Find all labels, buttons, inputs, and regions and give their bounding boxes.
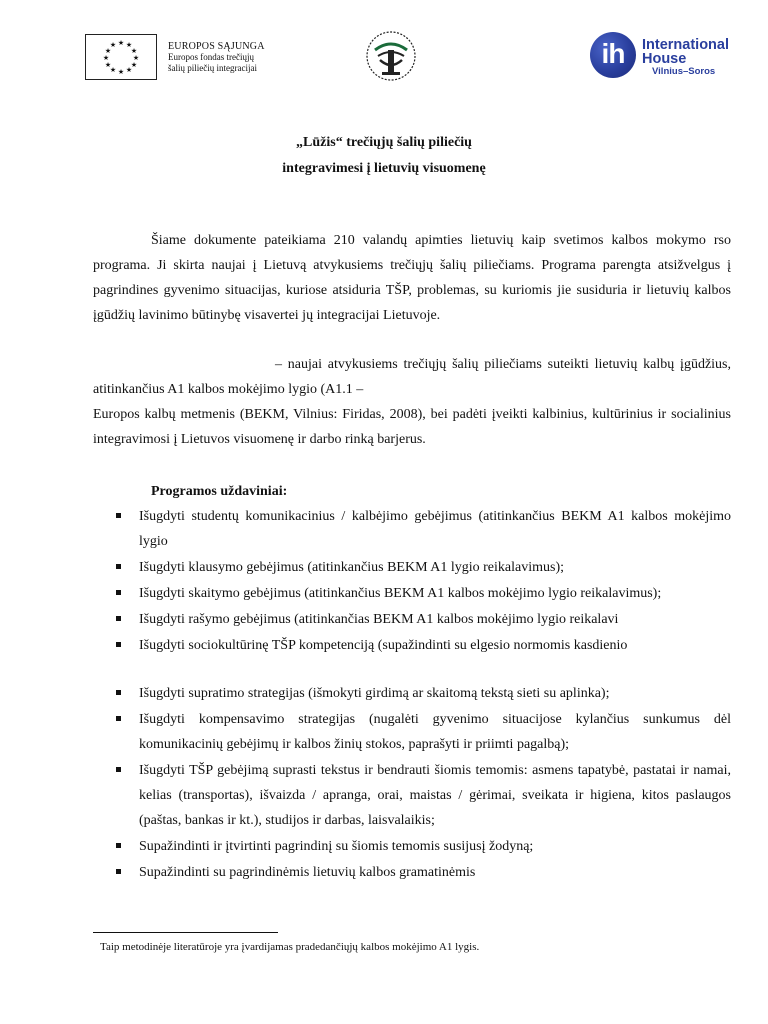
list-item bbox=[112, 860, 731, 885]
eu-line-3: šalių piliečių integracijai bbox=[168, 63, 257, 73]
svg-text:★: ★ bbox=[117, 39, 125, 47]
organization-emblem-icon bbox=[360, 30, 422, 82]
eu-line-2: Europos fondas trečiųjų bbox=[168, 52, 254, 62]
list-item bbox=[112, 607, 731, 632]
goal-line-1: – naujai atvykusiems trečiųjų šalių piliečiams suteikti lietuvių kalbų įgūdžius, atitinkančius A1 kalbos mokėjimo lygio (A1.1 – bbox=[93, 357, 731, 397]
page-header bbox=[0, 0, 768, 100]
document-title bbox=[0, 130, 768, 182]
svg-text:★: ★ bbox=[109, 41, 117, 49]
task-text: Išugdyti supratimo strategijas (išmokyti girdimą ar skaitomą tekstą sieti su aplinka); bbox=[139, 686, 610, 701]
footnote-divider bbox=[93, 932, 278, 933]
list-item bbox=[112, 555, 731, 580]
list-item bbox=[112, 758, 731, 833]
bullet-icon bbox=[116, 767, 121, 772]
task-text: Išugdyti klausymo gebėjimus (atitinkančius BEKM A1 lygio reikalavimus); bbox=[139, 560, 565, 575]
ih-subtitle: Vilnius–Soros bbox=[652, 66, 716, 77]
bullet-icon bbox=[116, 616, 121, 621]
ih-name bbox=[642, 38, 729, 66]
tasks-list bbox=[112, 504, 731, 886]
list-item bbox=[112, 581, 731, 606]
list-item bbox=[112, 834, 731, 859]
ih-mark-icon: ih bbox=[590, 32, 636, 78]
ih-name-line-2: House bbox=[642, 51, 687, 67]
bullet-icon bbox=[116, 564, 121, 569]
list-item bbox=[112, 633, 731, 658]
bullet-icon bbox=[116, 690, 121, 695]
bullet-icon bbox=[116, 513, 121, 518]
eu-fund-label bbox=[168, 41, 265, 74]
bullet-icon bbox=[116, 716, 121, 721]
bullet-icon bbox=[116, 843, 121, 848]
intro-paragraph: Šiame dokumente pateikiama 210 valandų apimties lietuvių kaip svetimos kalbos mokymo rso programa. Ji skirta naujai į Lietuvą atvykusiems trečiųjų šalių piliečiams. Programa parengta atsižvelgus į pagrindines gyvenimo situacijas, kuriose atsiduria TŠP, problemas, su kuriomis jie susiduria ir lietuvių kalbos įgūdžių lavinimo būtinybę visavertei jų integracijai Lietuvoje. bbox=[93, 233, 731, 323]
list-item bbox=[112, 707, 731, 757]
footnote: Taip metodinėje literatūroje yra įvardijamas pradedančiųjų kalbos mokėjimo A1 lygis. bbox=[100, 941, 480, 953]
title-line-1: „Lūžis“ trečiųjų šalių piliečių bbox=[296, 135, 472, 150]
svg-text:★: ★ bbox=[130, 47, 138, 55]
task-text: Supažindinti ir įtvirtinti pagrindinį su šiomis temomis susijusį žodyną; bbox=[139, 839, 534, 854]
goal-line-2: Europos kalbų metmenis (BEKM, Vilnius: Firidas, 2008), bei padėti įveikti kalbinius, kultūrinius ir socialinius integravimosi į Lietuvos visuomenę ir darbo rinką barjerus. bbox=[93, 407, 731, 447]
goal-paragraph bbox=[93, 352, 731, 452]
bullet-icon bbox=[116, 642, 121, 647]
svg-text:★: ★ bbox=[132, 54, 140, 62]
task-text: Išugdyti TŠP gebėjimą suprasti tekstus ir bendrauti šiomis temomis: asmens tapatybė, pastatai ir namai, kelias (transportas), išvaizda / apranga, orai, maistas / gėrimai, sveikata ir higiena, kitos paslaugos (paštas, bankas ir kt.), studijos ir darbas, laisvalaikis; bbox=[139, 763, 731, 828]
bullet-icon bbox=[116, 590, 121, 595]
task-text: Išugdyti rašymo gebėjimus (atitinkančias BEKM A1 kalbos mokėjimo lygio reikalavi bbox=[139, 612, 619, 627]
tasks-heading: Programos uždaviniai: bbox=[151, 484, 288, 499]
task-text: Išugdyti skaitymo gebėjimus (atitinkančius BEKM A1 kalbos mokėjimo lygio reikalavimus); bbox=[139, 586, 662, 601]
ih-name-line-1: International bbox=[642, 37, 730, 53]
eu-flag-icon bbox=[85, 34, 157, 80]
task-text: Išugdyti sociokultūrinę TŠP kompetenciją (supažindinti su elgesio normomis kasdienio bbox=[139, 638, 628, 653]
list-item bbox=[112, 504, 731, 554]
bullet-icon bbox=[116, 869, 121, 874]
svg-text:★: ★ bbox=[125, 41, 133, 49]
task-text: Supažindinti su pagrindinėmis lietuvių kalbos gramatinėmis bbox=[139, 865, 476, 880]
international-house-logo bbox=[590, 32, 740, 78]
svg-text:★: ★ bbox=[102, 54, 110, 62]
svg-text:★: ★ bbox=[109, 66, 117, 74]
svg-text:★: ★ bbox=[104, 61, 112, 69]
eu-line-1: EUROPOS SĄJUNGA bbox=[168, 41, 265, 52]
svg-text:★: ★ bbox=[117, 68, 125, 76]
title-line-2: integravimesi į lietuvių visuomenę bbox=[282, 161, 486, 176]
svg-text:★: ★ bbox=[125, 66, 133, 74]
svg-text:★: ★ bbox=[104, 47, 112, 55]
task-text: Išugdyti kompensavimo strategijas (nugalėti gyvenimo situacijose kylančius sunkumus dėl komunikacinių gebėjimų ir kalbos žinių stokos, paprašyti ir priimti pagalbą); bbox=[139, 712, 731, 752]
task-text: Išugdyti studentų komunikacinius / kalbėjimo gebėjimus (atitinkančius BEKM A1 kalbos mokėjimo lygio bbox=[139, 509, 731, 549]
svg-text:★: ★ bbox=[130, 61, 138, 69]
list-item bbox=[112, 681, 731, 706]
